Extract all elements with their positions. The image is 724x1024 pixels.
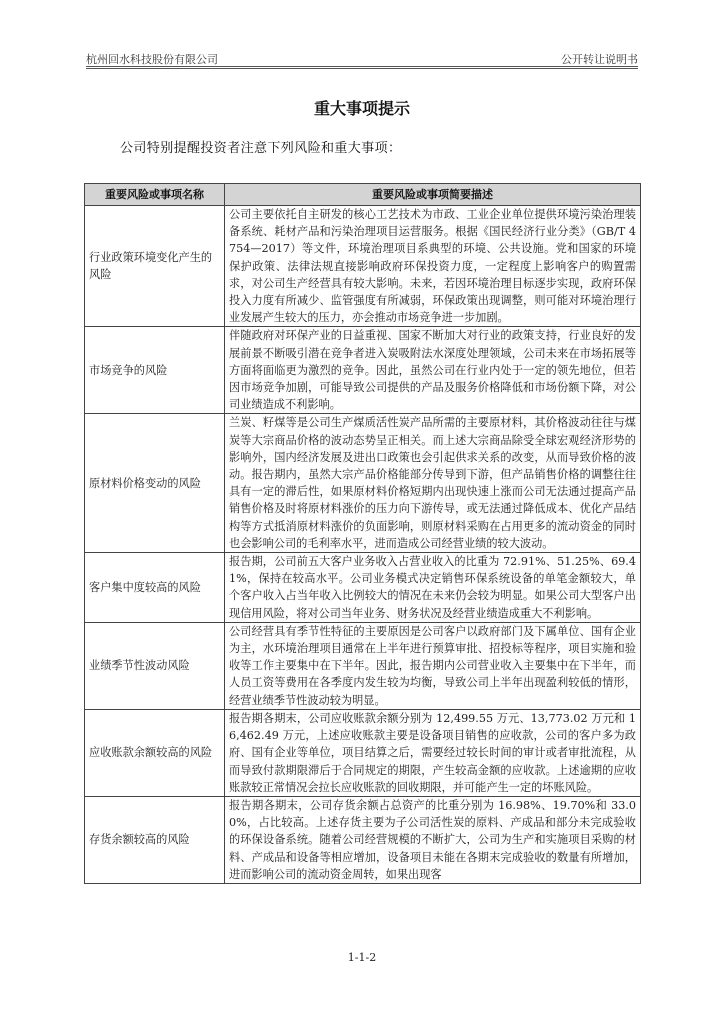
table-row	[85, 709, 641, 796]
header-doc-type: 公开转让说明书	[561, 53, 638, 66]
table-row	[85, 327, 641, 414]
header-rule	[86, 66, 638, 67]
risk-description: 伴随政府对环保产业的日益重视、国家不断加大对行业的政策支持，行业良好的发展前景不断吸引潜在竞争者进入炭吸附法水深度处理领域，公司未来在市场拓展等方面将面临更为激烈的竞争。因此，虽然公司在行业内处于一定的领先地位，但若因市场竞争加剧，可能导致公司提供的产品及服务价格降低和市场份额下降，对公司业绩造成不利影响。	[225, 327, 641, 414]
risk-description: 兰炭、籽煤等是公司生产煤质活性炭产品所需的主要原材料，其价格波动往往与煤炭等大宗商品价格的波动态势呈正相关。而上述大宗商品除受全球宏观经济形势的影响外，国内经济发展及进出口政策也会引起供求关系的改变，从而导致价格的波动。报告期内，虽然大宗产品价格能部分传导到下游，但产品销售价格的调整往往具有一定的滞后性，如果原材料价格短期内出现快速上涨而公司无法通过提高产品销售价格及时将原材料涨价的压力向下游传导，或无法通过降低成本、优化产品结构等方式抵消原材料涨价的负面影响，则原材料采购在占用更多的流动资金的同时也会影响公司的毛利率水平，进而造成公司经营业绩的较大波动。	[225, 414, 641, 553]
table-row	[85, 206, 641, 327]
header-rule-second	[86, 68, 638, 69]
table-row	[85, 414, 641, 553]
risk-description: 报告期，公司前五大客户业务收入占营业收入的比重为 72.91%、51.25%、69.41%，保持在较高水平。公司业务模式决定销售环保系统设备的单笔金额较大，单个客户收入占当年收入比例较大的情况在未来仍会较为明显。如果公司大型客户出现信用风险，将对公司当年业务、财务状况及经营业绩造成重大不利影响。	[225, 553, 641, 623]
table-row	[85, 796, 641, 883]
risk-name: 存货余额较高的风险	[85, 796, 225, 883]
risk-description: 报告期各期末，公司存货余额占总资产的比重分别为 16.98%、19.70%和 33.00%，占比较高。上述存货主要为子公司活性炭的原料、产成品和部分未完成验收的环保设备系统。随着公司经营规模的不断扩大，公司为生产和实施项目采购的材料、产成品和设备等相应增加，设备项目未能在各期末完成验收的数量有所增加，进而影响公司的流动资金周转，如果出现客	[225, 796, 641, 883]
risk-table	[84, 183, 641, 884]
table-row	[85, 622, 641, 709]
risk-name: 客户集中度较高的风险	[85, 553, 225, 623]
table-header-row	[85, 184, 641, 206]
risk-name: 市场竞争的风险	[85, 327, 225, 414]
risk-name: 原材料价格变动的风险	[85, 414, 225, 553]
header-company: 杭州回水科技股份有限公司	[86, 53, 218, 66]
risk-name: 行业政策环境变化产生的风险	[85, 206, 225, 327]
table-row	[85, 553, 641, 623]
page-number: 1-1-2	[347, 951, 377, 964]
risk-name: 业绩季节性波动风险	[85, 622, 225, 709]
col-header-desc: 重要风险或事项简要描述	[225, 184, 641, 206]
risk-description: 报告期各期末，公司应收账款余额分别为 12,499.55 万元、13,773.02 万元和 16,462.49 万元，上述应收账款主要是设备项目销售的应收款，公司的客户多为政府、国有企业等单位，项目结算之后，需要经过较长时间的审计或者审批流程，从而导致付款期限滞后于合同规定的期限，产生较高金额的应收款。上述逾期的应收账款较正常情况会拉长应收账款的回收期限，并可能产生一定的坏账风险。	[225, 709, 641, 796]
col-header-name: 重要风险或事项名称	[85, 184, 225, 206]
page-title: 重大事项提示	[313, 99, 410, 118]
intro-text: 公司特别提醒投资者注意下列风险和重大事项：	[120, 141, 402, 156]
risk-name: 应收账款余额较高的风险	[85, 709, 225, 796]
risk-description: 公司经营具有季节性特征的主要原因是公司客户以政府部门及下属单位、国有企业为主，水环境治理项目通常在上半年进行预算审批、招投标等程序，项目实施和验收等工作主要集中在下半年。因此，报告期内公司营业收入主要集中在下半年，而人员工资等费用在各季度内发生较为均衡，导致公司上半年出现盈利较低的情形，经营业绩季节性波动较为明显。	[225, 622, 641, 709]
risk-description: 公司主要依托自主研发的核心工艺技术为市政、工业企业单位提供环境污染治理装备系统、耗材产品和污染治理项目运营服务。根据《国民经济行业分类》（GB/T 4754—2017）等文件，环境治理项目系典型的环境、公共设施。党和国家的环境保护政策、法律法规直接影响政府环保投资力度，一定程度上影响客户的购置需求，对公司生产经营具有较大影响。未来，若因环境治理目标逐步实现，政府环保投入力度有所减少、监管强度有所减弱，环保政策出现调整，则可能对环境治理行业发展产生较大的压力，亦会推动市场竞争进一步加剧。	[225, 206, 641, 327]
